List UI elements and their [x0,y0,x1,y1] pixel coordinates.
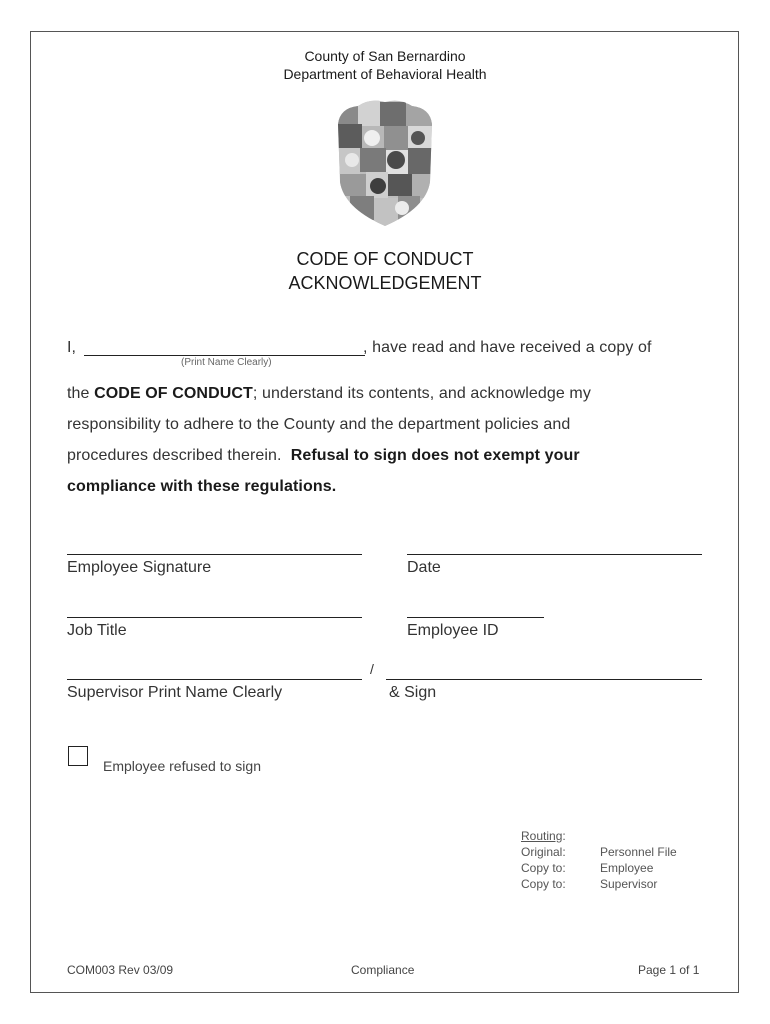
refused-to-sign-label: Employee refused to sign [103,758,261,774]
job-title-label: Job Title [67,622,127,639]
routing-copy1-label: Copy to: [521,861,566,875]
routing-original-label: Original: [521,845,566,859]
statement-line5: compliance with these regulations. [67,478,337,495]
form-number: COM003 Rev 03/09 [67,963,174,977]
statement-line2: the CODE OF CONDUCT; understand its contents, and acknowledge my [67,385,591,402]
employee-id-line[interactable] [407,617,544,618]
routing-copy2-label: Copy to: [521,877,566,891]
department-seal-logo [330,98,440,230]
statement-prefix: I, [67,339,77,356]
statement-suffix: , have read and have received a copy of [363,339,652,356]
statement-line3: responsibility to adhere to the County and the department policies and [67,416,571,433]
date-line[interactable] [407,554,702,555]
form-title-line1: CODE OF CONDUCT [296,249,474,269]
department-name: Department of Behavioral Health [283,66,487,82]
routing-copy2-value: Supervisor [600,877,658,891]
supervisor-sign-label: & Sign [389,684,437,701]
statement-line4: procedures described therein. Refusal to sign does not exempt your [67,447,580,464]
supervisor-sign-line[interactable] [386,679,702,680]
routing-copy1-value: Employee [600,861,654,875]
county-name: County of San Bernardino [304,48,466,64]
refused-to-sign-checkbox[interactable] [68,746,88,766]
supervisor-separator: / [370,661,374,677]
form-title-line2: ACKNOWLEDGEMENT [288,273,482,293]
routing-original-value: Personnel File [600,845,677,859]
print-name-line[interactable] [84,355,365,356]
footer-section: Compliance [351,963,415,977]
print-name-hint: (Print Name Clearly) [181,357,272,368]
job-title-line[interactable] [67,617,362,618]
page-number: Page 1 of 1 [638,963,700,977]
employee-id-label: Employee ID [407,622,499,639]
routing-heading: Routing: [521,829,566,843]
employee-signature-line[interactable] [67,554,362,555]
supervisor-name-line[interactable] [67,679,362,680]
date-label: Date [407,559,441,576]
employee-signature-label: Employee Signature [67,559,212,576]
supervisor-name-label: Supervisor Print Name Clearly [67,684,283,701]
